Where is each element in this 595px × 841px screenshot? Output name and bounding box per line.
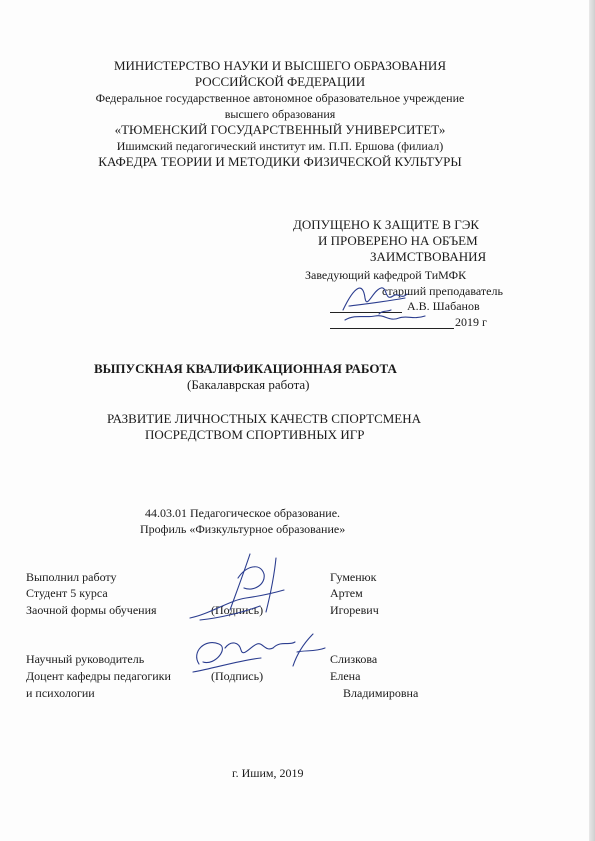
institute-name: Ишимский педагогический институт им. П.П. Ершова (филиал) bbox=[116, 139, 444, 153]
supervisor-surname: Слизкова bbox=[330, 652, 378, 666]
supervisor-patronymic: Владимировна bbox=[343, 686, 419, 700]
department-name: КАФЕДРА ТЕОРИИ И МЕТОДИКИ ФИЗИЧЕСКОЙ КУЛЬТУРЫ bbox=[98, 154, 462, 169]
topic-line-2: ПОСРЕДСТВОМ СПОРТИВНЫХ ИГР bbox=[145, 427, 365, 442]
approval-year: 2019 г bbox=[455, 315, 487, 329]
supervisor-label-3: и психологии bbox=[26, 686, 95, 700]
program-profile: Профиль «Физкультурное образование» bbox=[140, 522, 346, 536]
student-signature bbox=[180, 548, 310, 628]
university-name: «ТЮМЕНСКИЙ ГОСУДАРСТВЕННЫЙ УНИВЕРСИТЕТ» bbox=[114, 122, 446, 137]
supervisor-signature bbox=[185, 628, 335, 683]
program-code: 44.03.01 Педагогическое образование. bbox=[145, 506, 341, 520]
approval-line-3: ЗАИМСТВОВАНИЯ bbox=[370, 249, 487, 264]
institution-line-1: Федеральное государственное автономное образовательное учреждение bbox=[95, 91, 465, 105]
student-label-2: Студент 5 курса bbox=[26, 586, 108, 600]
ministry-line-1: МИНИСТЕРСТВО НАУКИ И ВЫСШЕГО ОБРАЗОВАНИЯ bbox=[113, 58, 446, 73]
supervisor-label-2: Доцент кафедры педагогики bbox=[26, 669, 171, 683]
head-position: Заведующий кафедрой ТиМФК bbox=[305, 268, 467, 282]
student-label-1: Выполнил работу bbox=[26, 570, 117, 584]
ministry-line-2: РОССИЙСКОЙ ФЕДЕРАЦИИ bbox=[194, 74, 366, 89]
student-sign-caption: (Подпись) bbox=[211, 603, 264, 617]
topic-line-1: РАЗВИТИЕ ЛИЧНОСТНЫХ КАЧЕСТВ СПОРТСМЕНА bbox=[107, 411, 422, 426]
work-type: ВЫПУСКНАЯ КВАЛИФИКАЦИОННАЯ РАБОТА bbox=[94, 361, 397, 376]
supervisor-sign-caption: (Подпись) bbox=[211, 669, 264, 683]
student-surname: Гуменюк bbox=[330, 570, 377, 584]
student-label-3: Заочной формы обучения bbox=[26, 603, 157, 617]
institution-line-2: высшего образования bbox=[224, 107, 336, 121]
head-signature bbox=[335, 280, 445, 330]
supervisor-name: Елена bbox=[330, 669, 361, 683]
page-edge-shadow bbox=[589, 0, 595, 841]
supervisor-label-1: Научный руководитель bbox=[26, 652, 145, 666]
approval-line-1: ДОПУЩЕНО К ЗАЩИТЕ В ГЭК bbox=[293, 217, 480, 232]
approval-line-2: И ПРОВЕРЕНО НА ОБЪЕМ bbox=[318, 233, 478, 248]
head-name: А.В. Шабанов bbox=[407, 299, 480, 313]
student-patronymic: Игоревич bbox=[330, 603, 379, 617]
city-year: г. Ишим, 2019 bbox=[232, 766, 304, 780]
head-title: старший преподаватель bbox=[382, 284, 503, 298]
work-subtype: (Бакалаврская работа) bbox=[187, 377, 310, 392]
student-name: Артем bbox=[330, 586, 363, 600]
